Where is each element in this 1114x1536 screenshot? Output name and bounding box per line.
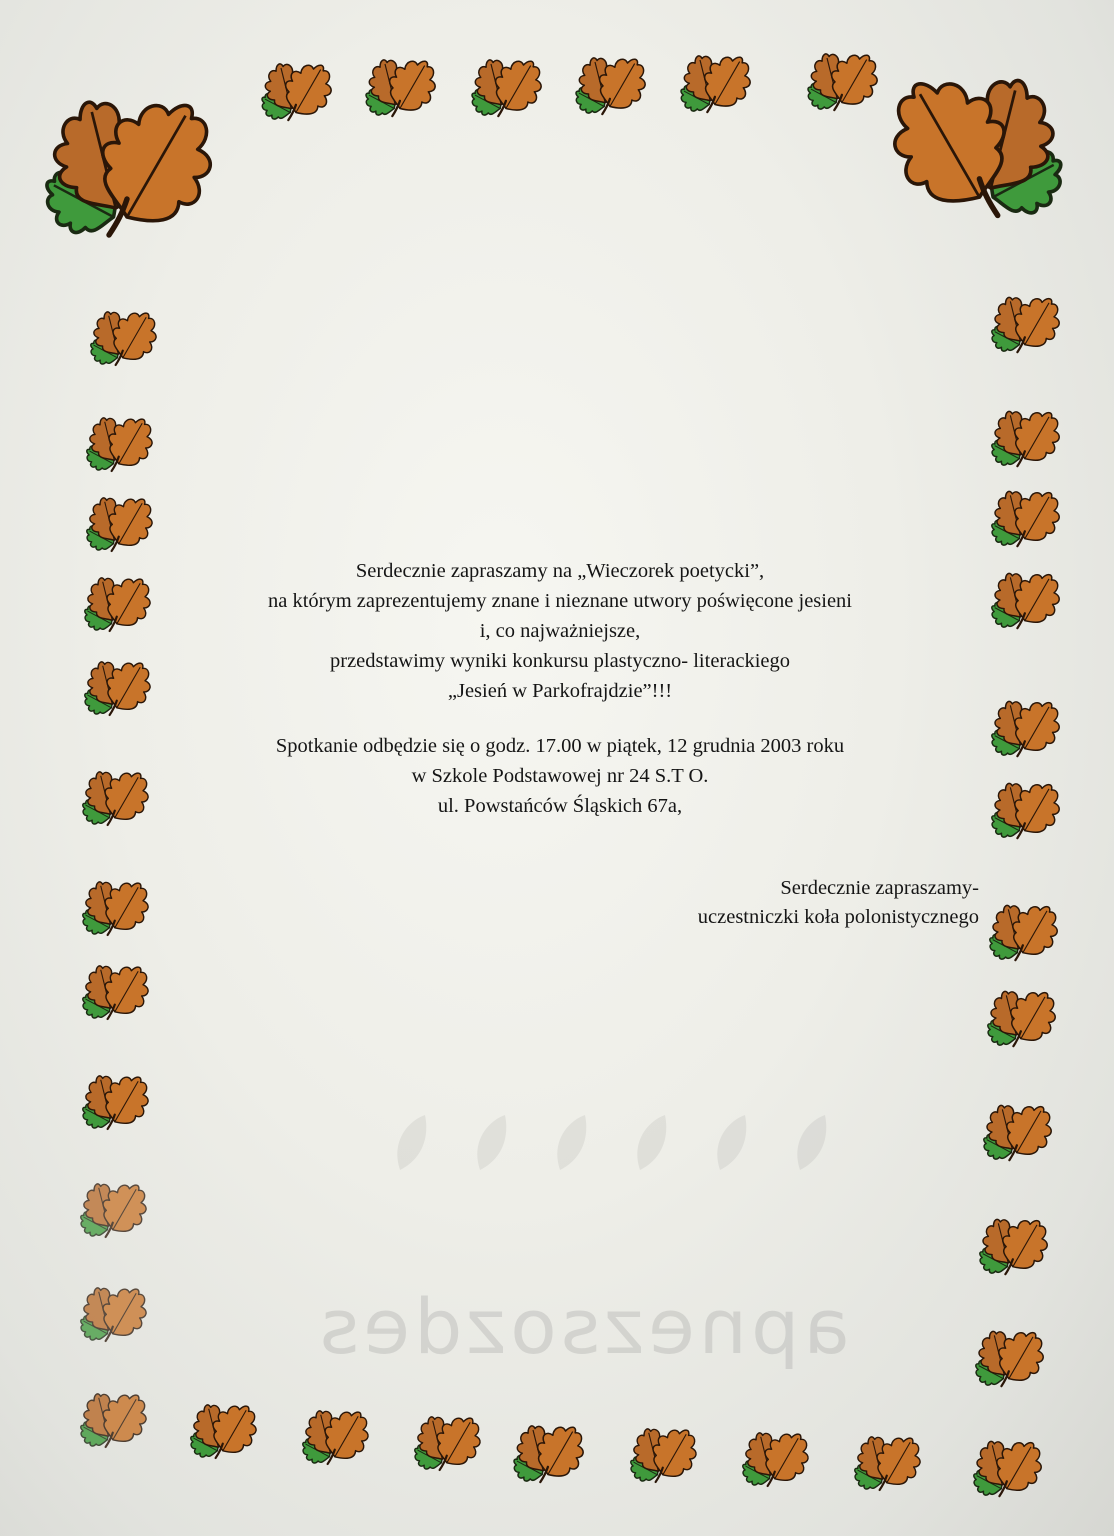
invitation-line-2: na którym zaprezentujemy znane i nieznane utwory poświęcone jesieni (267, 590, 853, 612)
oak-leaf-icon (66, 1372, 156, 1450)
oak-leaf-icon (976, 552, 1070, 630)
oak-leaf-icon (560, 36, 656, 116)
oak-leaf-icon (976, 762, 1070, 840)
oak-leaf-icon (960, 1310, 1054, 1388)
oak-leaf-icon (68, 860, 158, 938)
invitation-line-5: „Jesień w Parkofrajdzie”!!! (447, 680, 673, 702)
meeting-line-1: Spotkanie odbędzie się o godz. 17.00 w piątek, 12 grudnia 2003 roku (275, 735, 845, 757)
oak-leaf-icon (840, 1416, 930, 1492)
signature-line-2: uczestniczki koła polonistycznego (697, 906, 979, 928)
oak-leaf-corner-icon (10, 50, 235, 240)
oak-leaf-icon (964, 1198, 1058, 1276)
oak-leaf-icon (792, 32, 888, 112)
oak-leaf-icon (400, 1396, 490, 1472)
oak-leaf-icon (68, 750, 158, 828)
oak-leaf-corner-icon (868, 28, 1100, 220)
oak-leaf-icon (288, 1390, 378, 1466)
oak-leaf-icon (66, 1266, 156, 1344)
oak-leaf-icon (728, 1412, 818, 1488)
invitation-line-1: Serdecznie zapraszamy na „Wieczorek poetycki”, (355, 560, 765, 582)
show-through-text: apnezsozdes (315, 1282, 850, 1371)
signature-line-1: Serdecznie zapraszamy- (780, 877, 979, 899)
oak-leaf-icon (68, 1054, 158, 1132)
oak-leaf-icon (968, 1084, 1062, 1162)
oak-leaf-icon (972, 970, 1066, 1048)
oak-leaf-icon (68, 944, 158, 1022)
oak-leaf-icon (72, 396, 162, 474)
oak-leaf-icon (976, 680, 1070, 758)
meeting-line-2: w Szkole Podstawowej nr 24 S.T O. (411, 765, 709, 787)
oak-leaf-icon (246, 42, 342, 122)
invitation-line-4: przedstawimy wyniki konkursu plastyczno- literackiego (330, 650, 790, 672)
oak-leaf-icon (70, 640, 160, 718)
oak-leaf-icon (974, 884, 1068, 962)
oak-leaf-icon (665, 34, 761, 114)
oak-leaf-icon (66, 1162, 156, 1240)
oak-leaf-icon (176, 1384, 266, 1460)
oak-leaf-icon (976, 276, 1070, 354)
oak-leaf-icon (498, 1404, 594, 1484)
meeting-line-3: ul. Powstańców Śląskich 67a, (437, 795, 683, 817)
oak-leaf-icon (72, 476, 162, 554)
meeting-details (150, 731, 970, 821)
oak-leaf-icon (616, 1408, 706, 1484)
oak-leaf-icon (350, 38, 446, 118)
oak-leaf-icon (976, 470, 1070, 548)
oak-leaf-icon (976, 390, 1070, 468)
invitation-text (150, 556, 970, 706)
oak-leaf-icon (958, 1420, 1052, 1498)
oak-leaf-icon (456, 38, 552, 118)
invitation-line-3: i, co najważniejsze, (479, 620, 641, 642)
signature (698, 874, 979, 932)
oak-leaf-icon (70, 556, 160, 634)
show-through-leaves (380, 1110, 940, 1180)
oak-leaf-icon (76, 290, 166, 368)
